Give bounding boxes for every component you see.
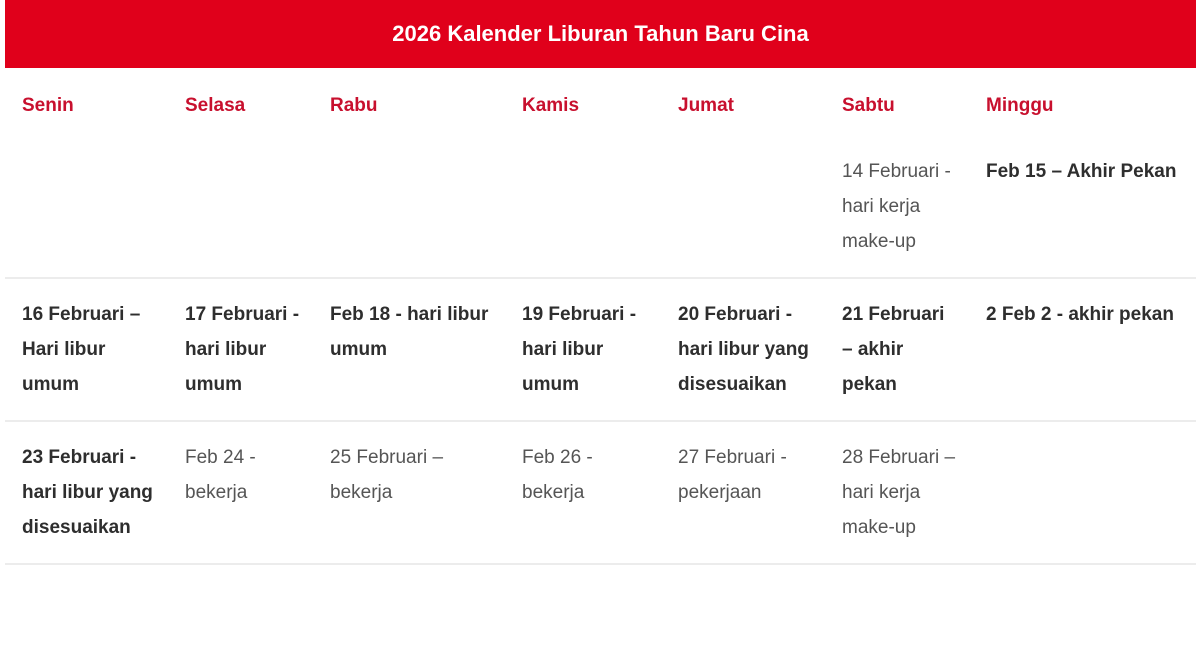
day-cell: 21 Februari – akhir pekan: [842, 304, 945, 395]
day-cell: 23 Februari - hari libur yang disesuaikan: [22, 447, 153, 538]
day-cell: [168, 136, 313, 278]
week-row: [5, 136, 1196, 278]
day-cell: 14 Februari - hari kerja make-up: [842, 161, 951, 252]
day-cell: 27 Februari - pekerjaan: [678, 447, 787, 503]
day-cell: Feb 24 - bekerja: [185, 447, 256, 503]
day-cell: Feb 26 - bekerja: [522, 447, 593, 503]
week-row: [5, 278, 1196, 421]
weekday-header-rabu: Rabu: [330, 95, 378, 116]
day-cell: 20 Februari - hari libur yang disesuaikan: [678, 304, 809, 395]
day-cell: 16 Februari – Hari libur umum: [22, 304, 141, 395]
week-row: [5, 421, 1196, 564]
weekday-header-jumat: Jumat: [678, 95, 734, 116]
weekday-header-selasa: Selasa: [185, 95, 246, 116]
day-cell: [313, 136, 505, 278]
day-cell: Feb 15 – Akhir Pekan: [986, 161, 1177, 182]
day-cell: Feb 18 - hari libur umum: [330, 304, 489, 360]
calendar-title: 2026 Kalender Liburan Tahun Baru Cina: [5, 0, 1196, 68]
day-cell: 28 Februari – hari kerja make-up: [842, 447, 956, 538]
weekday-header-minggu: Minggu: [986, 95, 1054, 116]
day-cell: 19 Februari - hari libur umum: [522, 304, 637, 395]
weekday-header-kamis: Kamis: [522, 95, 580, 116]
day-cell: 25 Februari – bekerja: [330, 447, 444, 503]
day-cell: [5, 136, 168, 278]
day-cell: [661, 136, 825, 278]
day-cell: 17 Februari - hari libur umum: [185, 304, 300, 395]
day-cell: 2 Feb 2 - akhir pekan: [986, 304, 1174, 325]
calendar-table: [5, 68, 1196, 565]
weekday-header-sabtu: Sabtu: [842, 95, 895, 116]
weekday-header-row: [5, 68, 1196, 136]
weekday-header-senin: Senin: [22, 95, 74, 116]
day-cell: [505, 136, 661, 278]
day-cell: [969, 421, 1196, 564]
holiday-calendar: [5, 0, 1196, 565]
